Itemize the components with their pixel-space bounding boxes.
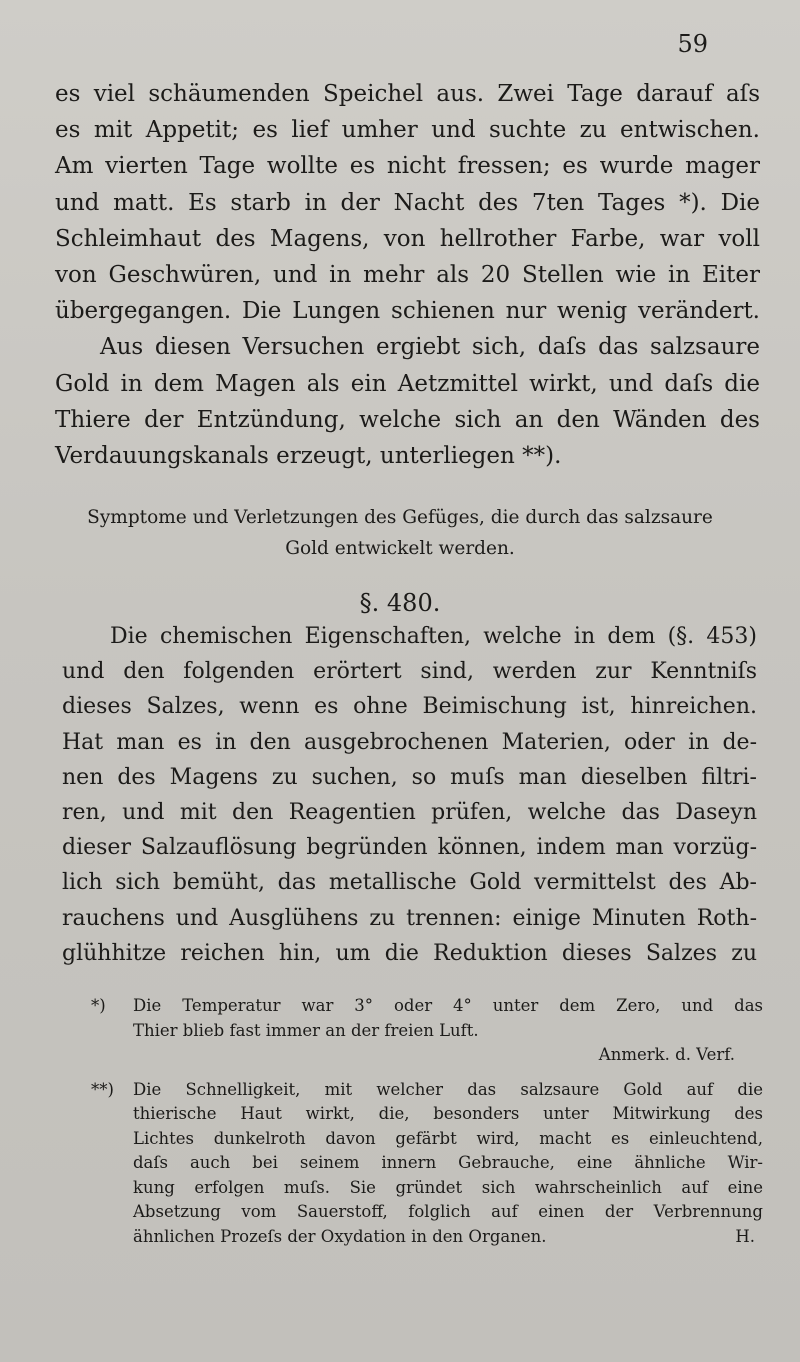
text-line: nen des Magens zu suchen, so muſs man dieselben filtri- <box>62 764 757 790</box>
footnote-text: ähnlichen Prozeſs der Oxydation in den Organen. <box>133 1226 547 1246</box>
subheading-line: Gold entwickelt werden. <box>285 538 515 559</box>
footnote-marker: *) <box>91 996 106 1015</box>
footnote-line: daſs auch bei seinem innern Gebrauche, eine ähnliche Wir- <box>133 1153 763 1172</box>
footnotes <box>91 994 763 1259</box>
text-line: Hat man es in den ausgebrochenen Materien, oder in de- <box>62 729 757 755</box>
footnote-line: Absetzung vom Sauerstoff, folglich auf einen der Verbrennung <box>133 1202 763 1221</box>
footnote-signature: H. <box>735 1226 755 1246</box>
footnote-line: Lichtes dunkelroth davon gefärbt wird, macht es einleuchtend, <box>133 1128 763 1148</box>
text-line: Gold in dem Magen als ein Aetzmittel wirkt, und daſs die <box>55 370 760 397</box>
text-line: es viel schäumenden Speichel aus. Zwei Tage darauf aſs <box>55 81 760 107</box>
text-line: übergegangen. Die Lungen schienen nur wenig verändert. <box>55 298 760 325</box>
footnote-line: Die Temperatur war 3° oder 4° unter dem Zero, und das <box>133 996 763 1015</box>
text-line: dieser Salzauflösung begründen können, indem man vorzüg- <box>62 835 757 861</box>
footnote-line <box>95 1225 763 1250</box>
text-line: ren, und mit den Reagentien prüfen, welche das Daseyn <box>62 800 757 826</box>
text-line: und matt. Es starb in der Nacht des 7ten Tages *). Die <box>55 189 760 216</box>
text-line: rauchens und Ausglühens zu trennen: einige Minuten Roth- <box>62 905 757 931</box>
text-line: es mit Appetit; es lief umher und suchte zu entwischen. <box>55 117 760 144</box>
footnote-marker: **) <box>91 1079 114 1099</box>
section-number: §. 480. <box>359 589 441 617</box>
text-line: Die chemischen Eigenschaften, welche in dem (§. 453) <box>110 624 757 649</box>
footnote-signature: Anmerk. d. Verf. <box>598 1045 735 1064</box>
footnote-line: Thier blieb fast immer an der freien Luft. <box>133 1020 479 1040</box>
footnote-1 <box>91 994 763 1068</box>
footnote-line: thierische Haut wirkt, die, besonders unter Mitwirkung des <box>133 1104 763 1123</box>
subheading-line: Symptome und Verletzungen des Gefüges, die durch das salzsaure <box>87 507 713 528</box>
section-subheading <box>60 502 740 564</box>
footnote-line: kung erfolgen muſs. Sie gründet sich wahrscheinlich auf eine <box>133 1177 763 1197</box>
text-line: und den folgenden erörtert sind, werden zur Kenntniſs <box>62 659 757 685</box>
text-line: Aus diesen Versuchen ergiebt sich, daſs das salzsaure <box>100 334 760 361</box>
page-number: 59 <box>677 30 708 58</box>
text-line: von Geschwüren, und in mehr als 20 Stellen wie in Eiter <box>55 262 760 289</box>
text-line: dieses Salzes, wenn es ohne Beimischung ist, hinreichen. <box>62 694 757 720</box>
body-text-section <box>62 619 757 971</box>
footnote-2 <box>91 1078 763 1250</box>
text-line: Am vierten Tage wollte es nicht fressen; es wurde mager <box>55 153 760 180</box>
body-text-top <box>55 76 760 474</box>
text-line: glühhitze reichen hin, um die Reduktion dieses Salzes zu <box>62 940 757 966</box>
text-line: Schleimhaut des Magens, von hellrother Farbe, war voll <box>55 225 760 252</box>
footnote-line: Die Schnelligkeit, mit welcher das salzsaure Gold auf die <box>133 1079 763 1099</box>
text-line: Verdauungskanals erzeugt, unterliegen **). <box>55 443 562 470</box>
text-line: Thiere der Entzündung, welche sich an den Wänden des <box>55 406 760 433</box>
text-line: lich sich bemüht, das metallische Gold vermittelst des Ab- <box>62 870 757 896</box>
